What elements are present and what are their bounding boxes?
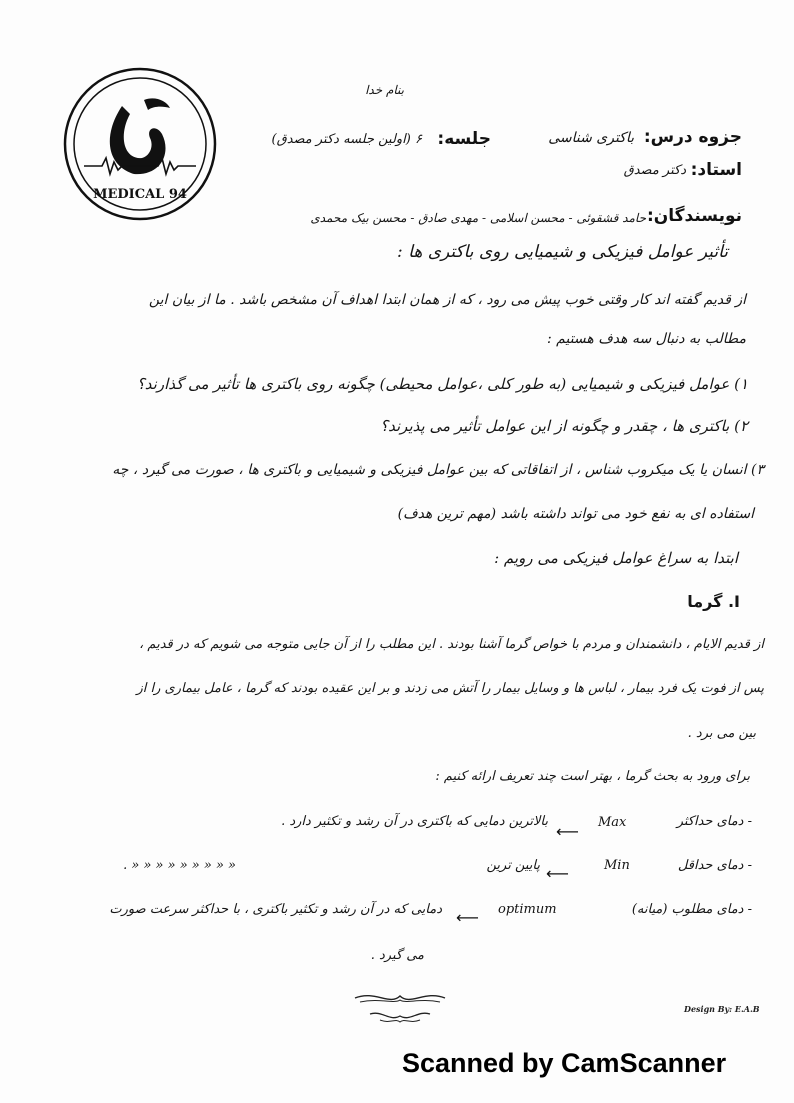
paragraph-line: مطالب به دنبال سه هدف هستیم : — [547, 331, 746, 347]
arrow-left-icon: ⟵ — [556, 822, 579, 841]
paragraph-line: پس از فوت یک فرد بیمار ، لباس ها و وسایل بیمار را آتش می زدند و بر این عقیده بودند که گرما ، عامل بیماری را از — [136, 681, 764, 696]
arrow-left-icon: ⟵ — [546, 864, 569, 883]
def-max-label: - دمای حداکثر — [676, 814, 752, 829]
def-opt-end: می گیرد . — [370, 948, 424, 963]
course-value: باکتری شناسی — [548, 130, 634, 146]
session-value: ۶ (اولین جلسه دکتر مصدق) — [271, 132, 422, 147]
basmala: بنام خدا — [365, 83, 404, 97]
paragraph-line: از قدیم الایام ، دانشمندان و مردم با خواص گرما آشنا بودند . این مطلب را از آن جایی متوجه می شویم که در قدیم ، — [139, 637, 764, 652]
section-heading: I. گرما — [687, 592, 740, 611]
section-intro: ابتدا به سراغ عوامل فیزیکی می رویم : — [494, 549, 738, 567]
medical-94-logo — [62, 66, 218, 222]
course-label: جزوه درس: — [643, 127, 742, 147]
def-max-key: Max — [598, 815, 627, 830]
goal-item: ۲) باکتری ها ، چقدر و چگونه از این عوامل تأثیر می پذیرند؟ — [380, 417, 748, 435]
goal-item: استفاده ای به نفع خود می تواند داشته باشد (مهم ترین هدف) — [397, 506, 754, 522]
arrow-left-icon: ⟵ — [456, 908, 479, 927]
paragraph-line: بین می برد . — [687, 726, 756, 741]
goal-item: ۳) انسان یا یک میکروب شناس ، از اتفاقاتی که بین عوامل فیزیکی و شیمیایی و باکتری ها ، صورت می گیرد ، چه — [112, 462, 764, 478]
def-min-key: Min — [604, 858, 630, 873]
def-opt-desc: دمایی که در آن رشد و تکثیر باکتری ، با حداکثر سرعت صورت — [109, 902, 442, 917]
instructor-label: استاد: — [690, 160, 742, 180]
logo-text: MEDICAL 94 — [93, 187, 187, 202]
authors-value: حامد قشقوئی - محسن اسلامی - مهدی صادق - محسن بیک محمدی — [310, 211, 646, 225]
authors-label: نویسندگان: — [646, 206, 742, 226]
instructor-value: دکتر مصدق — [623, 163, 686, 178]
def-min-label: - دمای حداقل — [677, 858, 752, 873]
def-opt-key: optimum — [498, 902, 557, 917]
def-max-desc: بالاترین دمایی که باکتری در آن رشد و تکثیر دارد . — [281, 814, 548, 829]
paragraph-line: از قدیم گفته اند کار وقتی خوب پیش می رود ، که از همان ابتدا اهداف آن مشخص باشد . ما از بیان این — [148, 292, 746, 308]
def-min-desc: پایین ترین — [486, 858, 540, 873]
goal-item: ۱) عوامل فیزیکی و شیمیایی (به طور کلی ،عوامل محیطی) چگونه روی باکتری ها تأثیر می گذارند؟ — [136, 375, 748, 393]
section-title: تأثیر عوامل فیزیکی و شیمیایی روی باکتری ها : — [397, 242, 728, 262]
design-credit: Design By: E.A.B — [684, 1004, 760, 1014]
paragraph-line: برای ورود به بحث گرما ، بهتر است چند تعریف ارائه کنیم : — [435, 769, 750, 784]
def-opt-label: - دمای مطلوب (میانه) — [631, 902, 752, 917]
scanner-watermark: Scanned by CamScanner — [402, 1048, 727, 1078]
ornament-divider — [350, 988, 450, 1028]
session-label: جلسه: — [437, 129, 491, 149]
def-min-ditto: « « « « « « « « « . — [123, 858, 236, 873]
